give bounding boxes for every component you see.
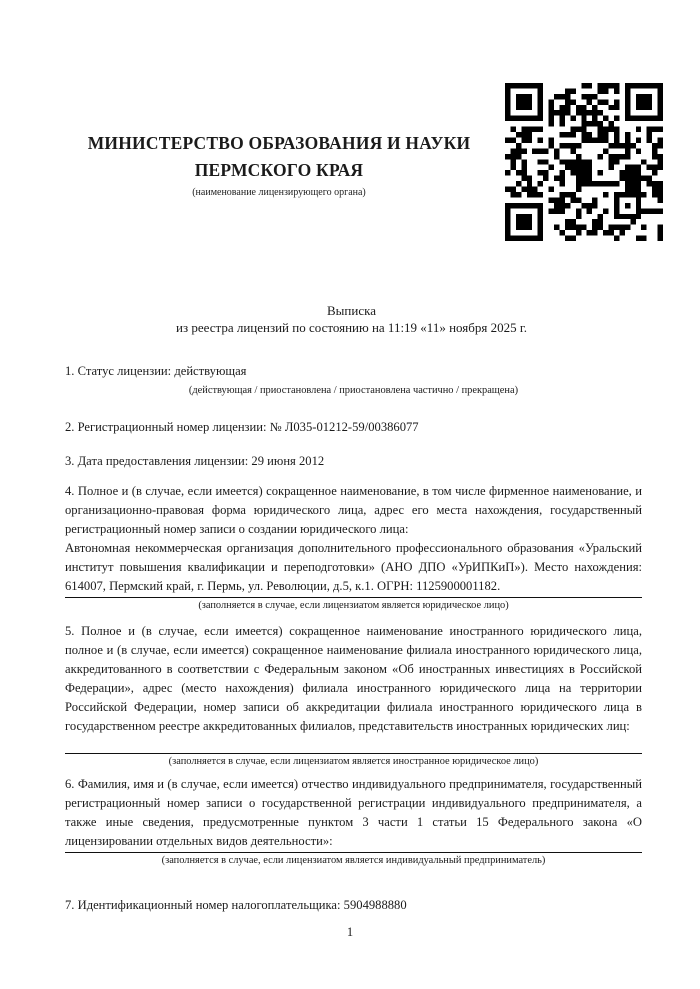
page-number: 1 <box>346 925 354 939</box>
foreign-entity-question: 5. Полное и (в случае, если имеется) сокращенное наименование иностранного юридического лица, полное и (в случае, если имеется) сокращенное наименование филиала иностранного юридического лица, аккредитованного в соответствии с Федеральным законом «Об иностранных инвестициях в Российской Федерации», адрес (место нахождения) филиала иностранного юридического лица на территории Российской Федерации, номер записи об аккредитации филиала иностранного юридического лица в государственном реестре аккредитованных филиалов, представительств иностранных юридических лиц: <box>65 624 642 733</box>
item-legal-entity <box>65 482 642 613</box>
individual-entrepreneur-fill-rule <box>65 852 642 853</box>
taxpayer-id-text: 7. Идентификационный номер налогоплательщика: 5904988880 <box>65 898 407 912</box>
licensing-authority-header <box>63 130 495 199</box>
ministry-name-line1: МИНИСТЕРСТВО ОБРАЗОВАНИЯ И НАУКИ <box>87 133 471 153</box>
ministry-caption: (наименование лицензирующего органа) <box>192 187 366 198</box>
ministry-name-line2: ПЕРМСКОГО КРАЯ <box>194 160 364 180</box>
foreign-entity-value <box>65 736 642 752</box>
item-foreign-entity <box>65 622 642 769</box>
individual-entrepreneur-question: 6. Фамилия, имя и (в случае, если имеется) отчество индивидуального предпринимателя, государственный регистрационный номер записи о государственной регистрации индивидуального предпринимателя, а также иные сведения, предусмотренные пунктом 3 части 1 статьи 15 Федерального закона «О лицензировании отдельных видов деятельности»: <box>65 777 642 848</box>
document-title <box>63 302 640 336</box>
grant-date-text: 3. Дата предоставления лицензии: 29 июня 2012 <box>65 454 325 468</box>
legal-entity-value: Автономная некоммерческая организация дополнительного профессионального образования «Уральский институт повышения квалификации и переподготовки» (АНО ДПО «УрИПКиП»). Место нахождения: 614007, Пермский край, г. Пермь, ул. Революции, д.5, к.1. ОГРН: 1125900001182. <box>65 541 642 593</box>
legal-entity-note: (заполняется в случае, если лицензиатом является юридическое лицо) <box>198 600 509 611</box>
item-individual-entrepreneur <box>65 775 642 868</box>
license-status-options-note: (действующая / приостановлена / приостановлена частично / прекращена) <box>188 385 519 396</box>
ministry-name <box>63 130 495 184</box>
legal-entity-fill-rule <box>65 597 642 598</box>
qr-code-icon <box>505 83 663 241</box>
document-title-line1: Выписка <box>327 303 376 318</box>
item-license-status <box>65 362 642 398</box>
foreign-entity-fill-rule <box>65 753 642 754</box>
individual-entrepreneur-note: (заполняется в случае, если лицензиатом является индивидуальный предприниматель) <box>161 855 546 866</box>
document-title-line2: из реестра лицензий по состоянию на 11:19 «11» ноября 2025 г. <box>176 320 527 335</box>
item-grant-date <box>65 452 642 471</box>
foreign-entity-note: (заполняется в случае, если лицензиатом является иностранное юридическое лицо) <box>168 756 539 767</box>
registration-number-text: 2. Регистрационный номер лицензии: № Л035-01212-59/00386077 <box>65 420 419 434</box>
item-taxpayer-id <box>65 896 642 915</box>
legal-entity-question: 4. Полное и (в случае, если имеется) сокращенное наименование, в том числе фирменное наименование, и организационно-правовая форма юридического лица, адрес его места нахождения, государственный регистрационный номер записи о создании юридического лица: <box>65 484 642 536</box>
license-status-text: 1. Статус лицензии: действующая <box>65 364 247 378</box>
item-registration-number <box>65 418 642 437</box>
